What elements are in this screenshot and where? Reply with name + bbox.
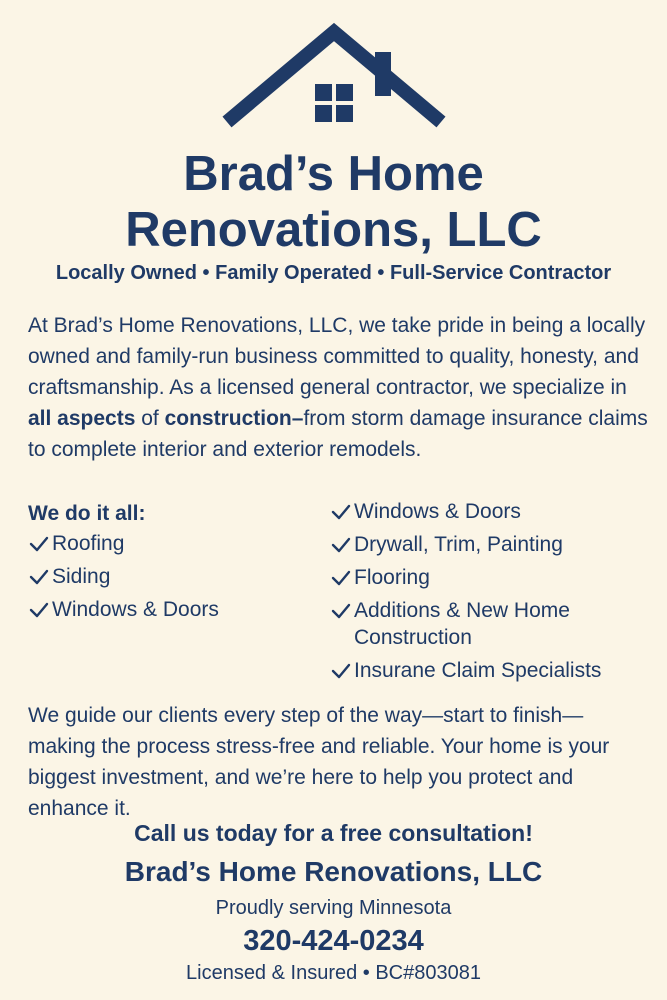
tagline: Locally Owned • Family Operated • Full-Service Contractor — [55, 262, 612, 284]
title-line-2: Renovations, LLC — [125, 203, 542, 257]
intro-bold-1: all aspects — [28, 407, 136, 430]
service-item — [330, 498, 650, 525]
service-label: Insurane Claim Specialists — [354, 659, 602, 682]
services-list — [28, 498, 648, 690]
checkmark-icon — [28, 599, 50, 621]
phone-number[interactable]: 320-424-0234 — [243, 925, 424, 957]
service-item — [330, 597, 650, 651]
services-heading: We do it all: — [28, 502, 146, 525]
service-label: Roofing — [52, 532, 125, 555]
service-label: Drywall, Trim, Painting — [354, 533, 563, 556]
service-item — [330, 657, 650, 684]
service-label: Windows & Doors — [52, 598, 219, 621]
house-icon — [219, 22, 449, 142]
closing-paragraph: We guide our clients every step of the way—start to finish—making the process stress-free and reliable. Your home is your biggest investment, and we’re here to help you protect and enhance it. — [28, 704, 610, 820]
intro-text-2: of — [135, 407, 165, 430]
call-to-action: Call us today for a free consultation! — [134, 820, 533, 846]
footer-company-name: Brad’s Home Renovations, LLC — [124, 856, 543, 887]
intro-bold-2: construction– — [164, 407, 304, 430]
intro-text-1: At Brad’s Home Renovations, LLC, we take pride in being a locally owned and family-run business committed to quality, honesty, and craftsmanship. As a licensed general contractor, we specialize in — [28, 314, 646, 399]
service-area: Proudly serving Minnesota — [215, 897, 452, 919]
service-item — [330, 564, 650, 591]
service-label: Flooring — [354, 566, 430, 589]
logo — [0, 22, 667, 142]
checkmark-icon — [330, 501, 352, 523]
checkmark-icon — [28, 566, 50, 588]
license-info: Licensed & Insured • BC#803081 — [186, 962, 481, 984]
service-item — [28, 596, 318, 623]
checkmark-icon — [28, 533, 50, 555]
title-line-1: Brad’s Home — [183, 147, 484, 201]
service-label: Additions & New Home Construction — [354, 599, 570, 649]
services-left-column — [28, 498, 318, 629]
service-label: Siding — [52, 565, 111, 588]
service-item — [28, 530, 318, 557]
checkmark-icon — [330, 600, 352, 622]
services-right-column — [330, 498, 650, 690]
checkmark-icon — [330, 567, 352, 589]
service-item — [330, 531, 650, 558]
intro-paragraph — [28, 310, 648, 465]
checkmark-icon — [330, 660, 352, 682]
service-item — [28, 563, 318, 590]
intro-text-3: from storm damage insurance claims to complete interior and exterior remodels. — [28, 407, 648, 461]
checkmark-icon — [330, 534, 352, 556]
service-label: Windows & Doors — [354, 500, 521, 523]
company-title — [0, 146, 667, 258]
